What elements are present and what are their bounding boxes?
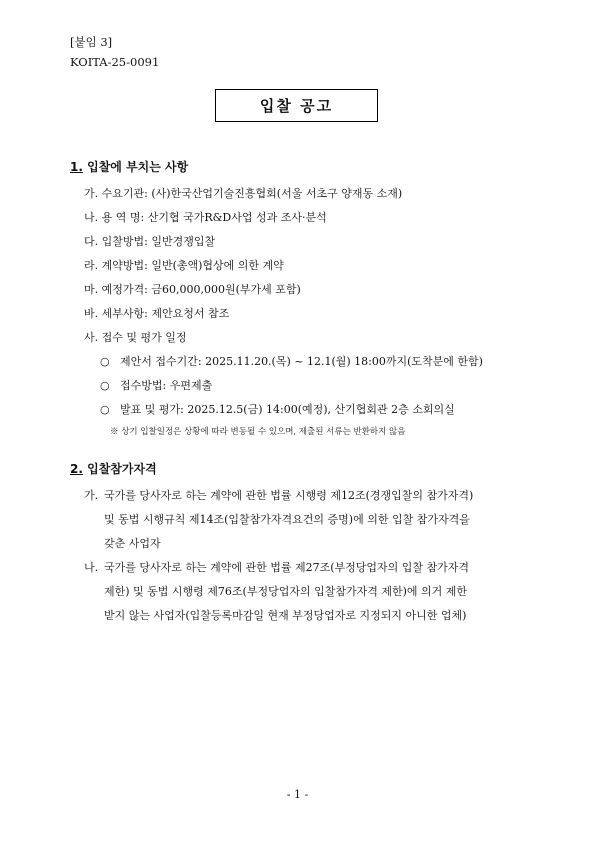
- list-item: [84, 305, 229, 321]
- item-text: 수요기관: (사)한국산업기술진흥협회(서울 서초구 양재동 소재): [101, 187, 403, 200]
- circle-bullet-icon: ○: [100, 379, 110, 392]
- schedule-note: ※ 상기 입찰일정은 상황에 따라 변동될 수 있으며, 제출된 서류는 반환하지 않음: [110, 427, 406, 437]
- schedule-item: [100, 353, 483, 369]
- item-mark: 라.: [84, 259, 99, 272]
- item-mark: 나.: [84, 561, 99, 574]
- item-mark: 나.: [84, 211, 99, 224]
- item-mark: 마.: [84, 283, 99, 296]
- item-mark: 가.: [84, 489, 99, 502]
- item-text: 세부사항: 제안요청서 참조: [101, 307, 230, 320]
- schedule-item: [100, 377, 212, 393]
- qualification-line: 제한) 및 동법 시행령 제76조(부정당업자의 입찰참가자격 제한)에 의거 제한: [104, 585, 467, 598]
- title-box: [215, 89, 378, 122]
- item-text: 예정가격: 금60,000,000원(부가세 포함): [101, 283, 301, 296]
- qualification-line: 받지 않는 사업자(입찰등록마감일 현재 부정당업자로 지정되지 아니한 업체): [104, 609, 467, 622]
- page-title: 입찰 공고: [259, 97, 334, 115]
- section-2-heading: [70, 460, 157, 477]
- qualification-line: 갖춘 사업자: [104, 537, 161, 550]
- item-text: 용 역 명: 산기협 국가R&D사업 성과 조사·분석: [101, 211, 327, 224]
- section-1-heading: [70, 158, 188, 175]
- section-1-title: 입찰에 부치는 사항: [87, 160, 189, 174]
- attachment-label: [붙임 3]: [70, 35, 113, 49]
- schedule-item: [100, 401, 455, 417]
- item-mark: 사.: [84, 331, 99, 344]
- list-item: [84, 329, 187, 345]
- document-number: KOITA-25-0091: [70, 55, 160, 69]
- section-2-title: 입찰참가자격: [87, 462, 157, 476]
- circle-bullet-icon: ○: [100, 403, 110, 416]
- schedule-text: 접수방법: 우편제출: [120, 379, 213, 392]
- qualification-line: 국가를 당사자로 하는 계약에 관한 법률 제27조(부정당업자의 입찰 참가자격: [104, 561, 470, 574]
- item-mark: 가.: [84, 187, 99, 200]
- circle-bullet-icon: ○: [100, 355, 110, 368]
- list-item: [84, 209, 327, 225]
- list-item: [84, 257, 284, 273]
- schedule-text: 발표 및 평가: 2025.12.5(금) 14:00(예정), 산기협회관 2층 소회의실: [120, 403, 455, 416]
- item-text: 입찰방법: 일반경쟁입찰: [101, 235, 216, 248]
- list-item: [84, 185, 402, 201]
- item-mark: 다.: [84, 235, 99, 248]
- section-1-number: 1.: [70, 160, 83, 174]
- section-2-number: 2.: [70, 462, 83, 476]
- item-text: 계약방법: 일반(총액)협상에 의한 계약: [101, 259, 284, 272]
- qualification-line: 및 동법 시행규칙 제14조(입찰참가자격요건의 증명)에 의한 입찰 참가자격을: [104, 513, 470, 526]
- item-text: 접수 및 평가 일정: [101, 331, 187, 344]
- qualification-line: 국가를 당사자로 하는 계약에 관한 법률 시행령 제12조(경쟁입찰의 참가자격): [104, 489, 474, 502]
- item-mark: 바.: [84, 307, 99, 320]
- page-number: - 1 -: [286, 788, 309, 801]
- list-item: [84, 281, 301, 297]
- schedule-text: 제안서 접수기간: 2025.11.20.(목) ~ 12.1(월) 18:00까지(도착분에 한함): [120, 355, 483, 368]
- list-item: [84, 233, 215, 249]
